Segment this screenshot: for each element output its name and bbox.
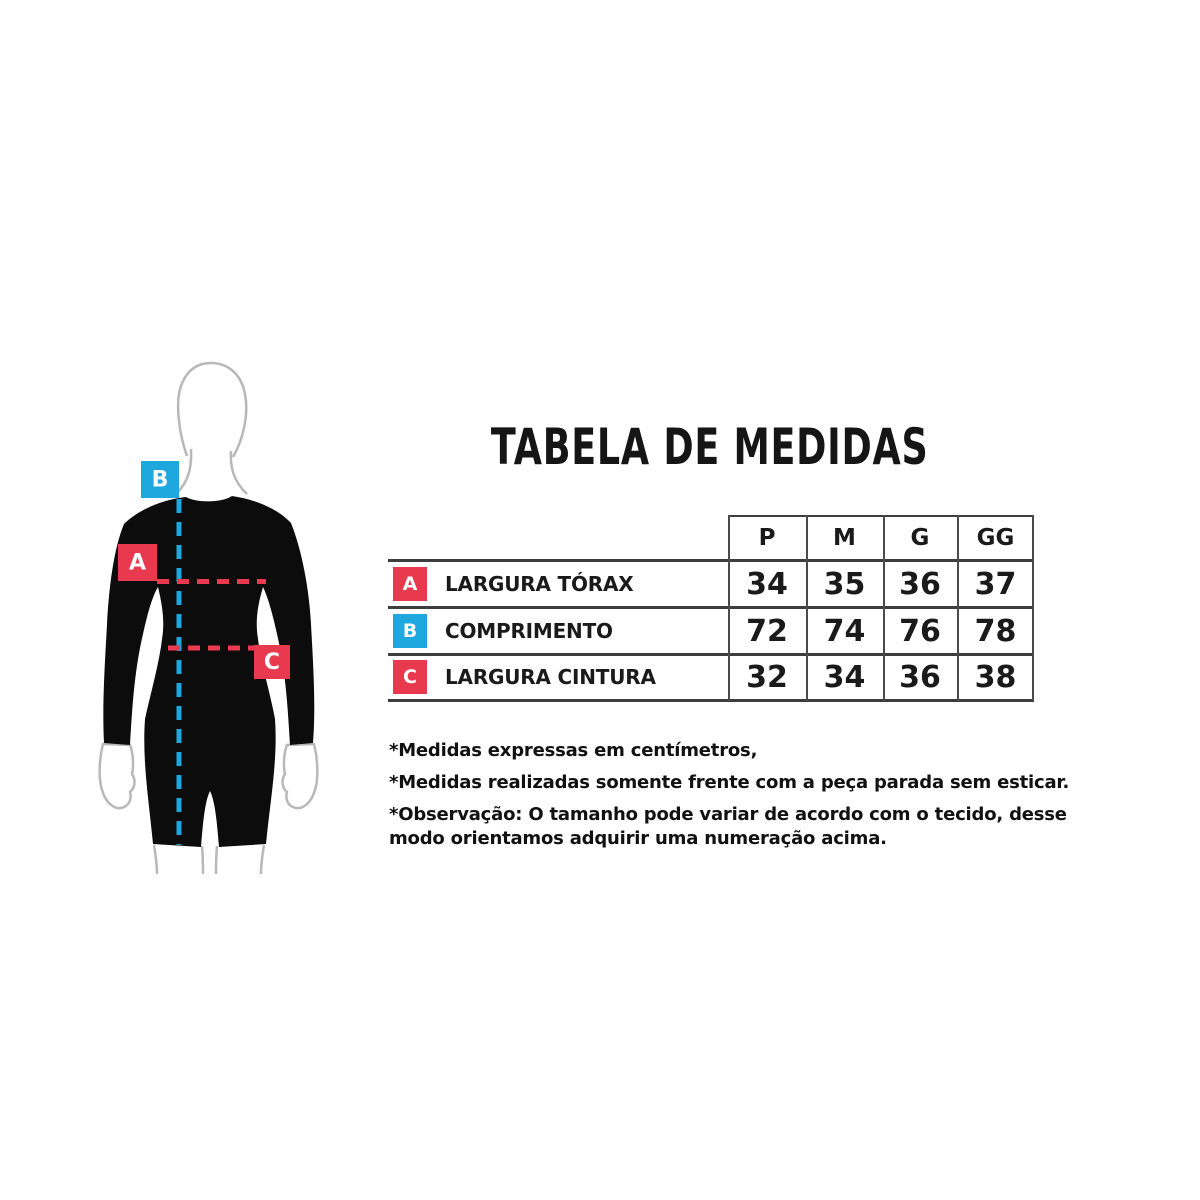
size-cell: 37 (974, 566, 1017, 602)
row-marker-b: B (393, 614, 427, 648)
size-cell: 36 (899, 659, 941, 695)
marker-c (254, 645, 290, 679)
size-cell: 78 (974, 613, 1017, 649)
column-header-gg: GG (976, 524, 1015, 551)
marker-a (118, 544, 157, 581)
size-table (388, 515, 1034, 705)
table-border (883, 515, 885, 701)
size-cell: 32 (746, 659, 788, 695)
page-title-wrap (380, 418, 1040, 476)
size-cell: 35 (823, 566, 866, 602)
table-border (388, 606, 1034, 609)
note-line: *Medidas expressas em centímetros, (389, 740, 758, 761)
table-border (388, 653, 1034, 656)
size-cell: 76 (899, 613, 941, 649)
row-marker-a: A (393, 567, 427, 601)
table-row (388, 561, 1034, 607)
size-cell: 36 (899, 566, 941, 602)
table-border (1032, 515, 1034, 701)
size-cell: 38 (974, 659, 1017, 695)
page-title: TABELA DE MEDIDAS (491, 418, 929, 476)
measurement-figure (80, 355, 340, 880)
table-border (957, 515, 959, 701)
table-row (388, 608, 1034, 654)
legs-outline (154, 845, 264, 874)
row-label: LARGURA TÓRAX (445, 572, 634, 596)
marker-b-letter: B (151, 467, 169, 493)
head-outline (178, 363, 246, 457)
table-row (388, 655, 1034, 699)
column-header-p: P (758, 524, 776, 551)
size-cell: 72 (746, 613, 788, 649)
table-border (728, 515, 730, 701)
footnotes (389, 739, 1089, 859)
note-line: *Medidas realizadas somente frente com a peça parada sem esticar. (389, 772, 1070, 793)
marker-c-letter: C (263, 650, 281, 675)
marker-a-letter: A (128, 550, 147, 576)
table-border (806, 515, 808, 701)
table-border (728, 515, 1034, 517)
hand-right-outline (283, 744, 318, 808)
table-border (388, 699, 1034, 702)
row-marker-c: C (393, 660, 427, 694)
row-label: COMPRIMENTO (445, 619, 613, 643)
marker-b (141, 461, 179, 498)
table-header-row (388, 515, 1034, 560)
size-cell: 34 (746, 566, 788, 602)
table-border (388, 559, 1034, 562)
column-header-m: M (833, 524, 856, 551)
column-header-g: G (910, 524, 930, 551)
note-line: *Observação: O tamanho pode variar de acordo com o tecido, desse modo orientamos adquirir uma numeração acima. (389, 804, 1067, 849)
neck-line-right-icon (231, 451, 247, 494)
row-label: LARGURA CINTURA (445, 665, 656, 689)
size-cell: 34 (823, 659, 866, 695)
size-cell: 74 (823, 613, 866, 649)
hand-left-outline (100, 744, 135, 808)
